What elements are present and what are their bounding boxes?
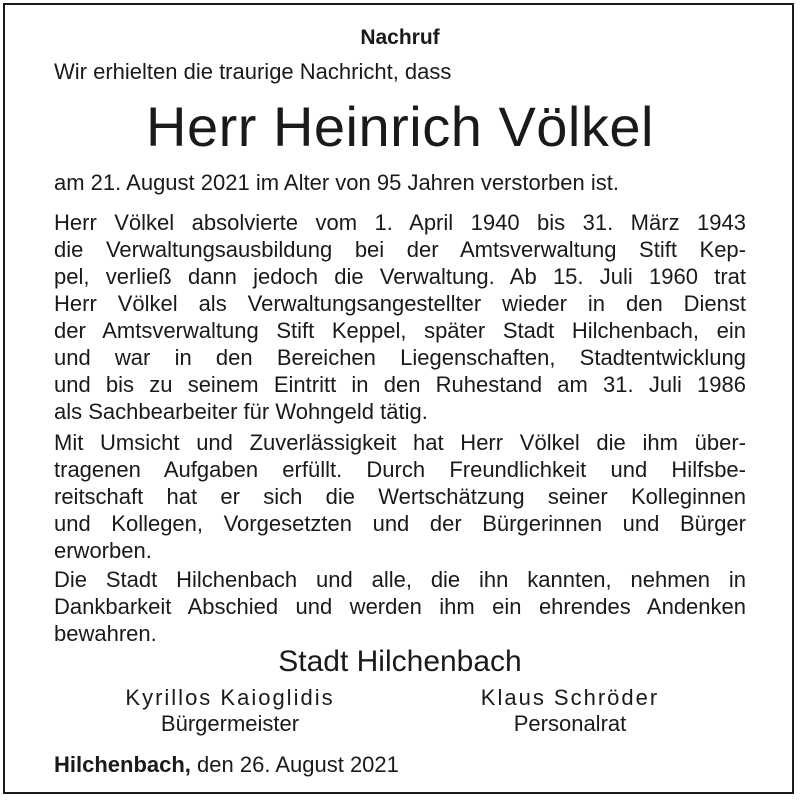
place-date-line [54,752,399,778]
paragraph-1-line: Herr Völkel als Verwaltungsangestellter wieder in den Dienst [54,291,746,316]
paragraph-2-line: tragenen Aufgaben erfüllt. Durch Freundlichkeit und Hilfsbe- [54,457,746,482]
paragraph-2-line: und Kollegen, Vorgesetzten und der Bürgerinnen und Bürger [54,511,746,536]
paragraph-1-line: pel, verließ dann jedoch die Verwaltung. Ab 15. Juli 1960 trat [54,264,746,289]
deceased-name: Herr Heinrich Völkel [146,95,654,158]
paragraph-2-line: Mit Umsicht und Zuverlässigkeit hat Herr Völkel die ihm über- [54,430,746,455]
paragraph-1-line: als Sachbearbeiter für Wohngeld tätig. [54,399,428,424]
paragraph-1-line: der Amtsverwaltung Stift Keppel, später Stadt Hilchenbach, ein [54,318,746,343]
paragraph-1-line: und bis zu seinem Eintritt in den Ruhestand am 31. Juli 1986 [54,372,746,397]
signatory-role: Bürgermeister [160,711,300,736]
notice-date: den 26. August 2021 [197,752,399,777]
paragraph-1-line: die Verwaltungsausbildung bei der Amtsverwaltung Stift Kep- [54,237,746,262]
paragraph-3-line: Die Stadt Hilchenbach und alle, die ihn kannten, nehmen in [54,567,746,592]
paragraph-3-line: bewahren. [54,621,157,646]
signatory-role: Personalrat [513,711,627,736]
paragraph-2-line: erworben. [54,538,152,563]
notice-heading: Nachruf [360,26,440,49]
place-name: Hilchenbach, [54,752,191,777]
paragraph-3-line: Dankbarkeit Abschied und werden ihm ein ehrendes Andenken [54,594,746,619]
organization-name: Stadt Hilchenbach [278,645,522,678]
signatory-name: Kyrillos Kaioglidis [125,685,335,710]
signatory-name: Klaus Schröder [480,685,660,710]
intro-text: Wir erhielten die traurige Nachricht, dass [54,59,452,84]
death-date-text: am 21. August 2021 im Alter von 95 Jahren verstorben ist. [54,170,619,195]
paragraph-1-line: Herr Völkel absolvierte vom 1. April 1940 bis 31. März 1943 [54,210,746,235]
paragraph-1-line: und war in den Bereichen Liegenschaften, Stadtentwicklung [54,345,746,370]
paragraph-2-line: reitschaft hat er sich die Wertschätzung seiner Kolleginnen [54,484,746,509]
